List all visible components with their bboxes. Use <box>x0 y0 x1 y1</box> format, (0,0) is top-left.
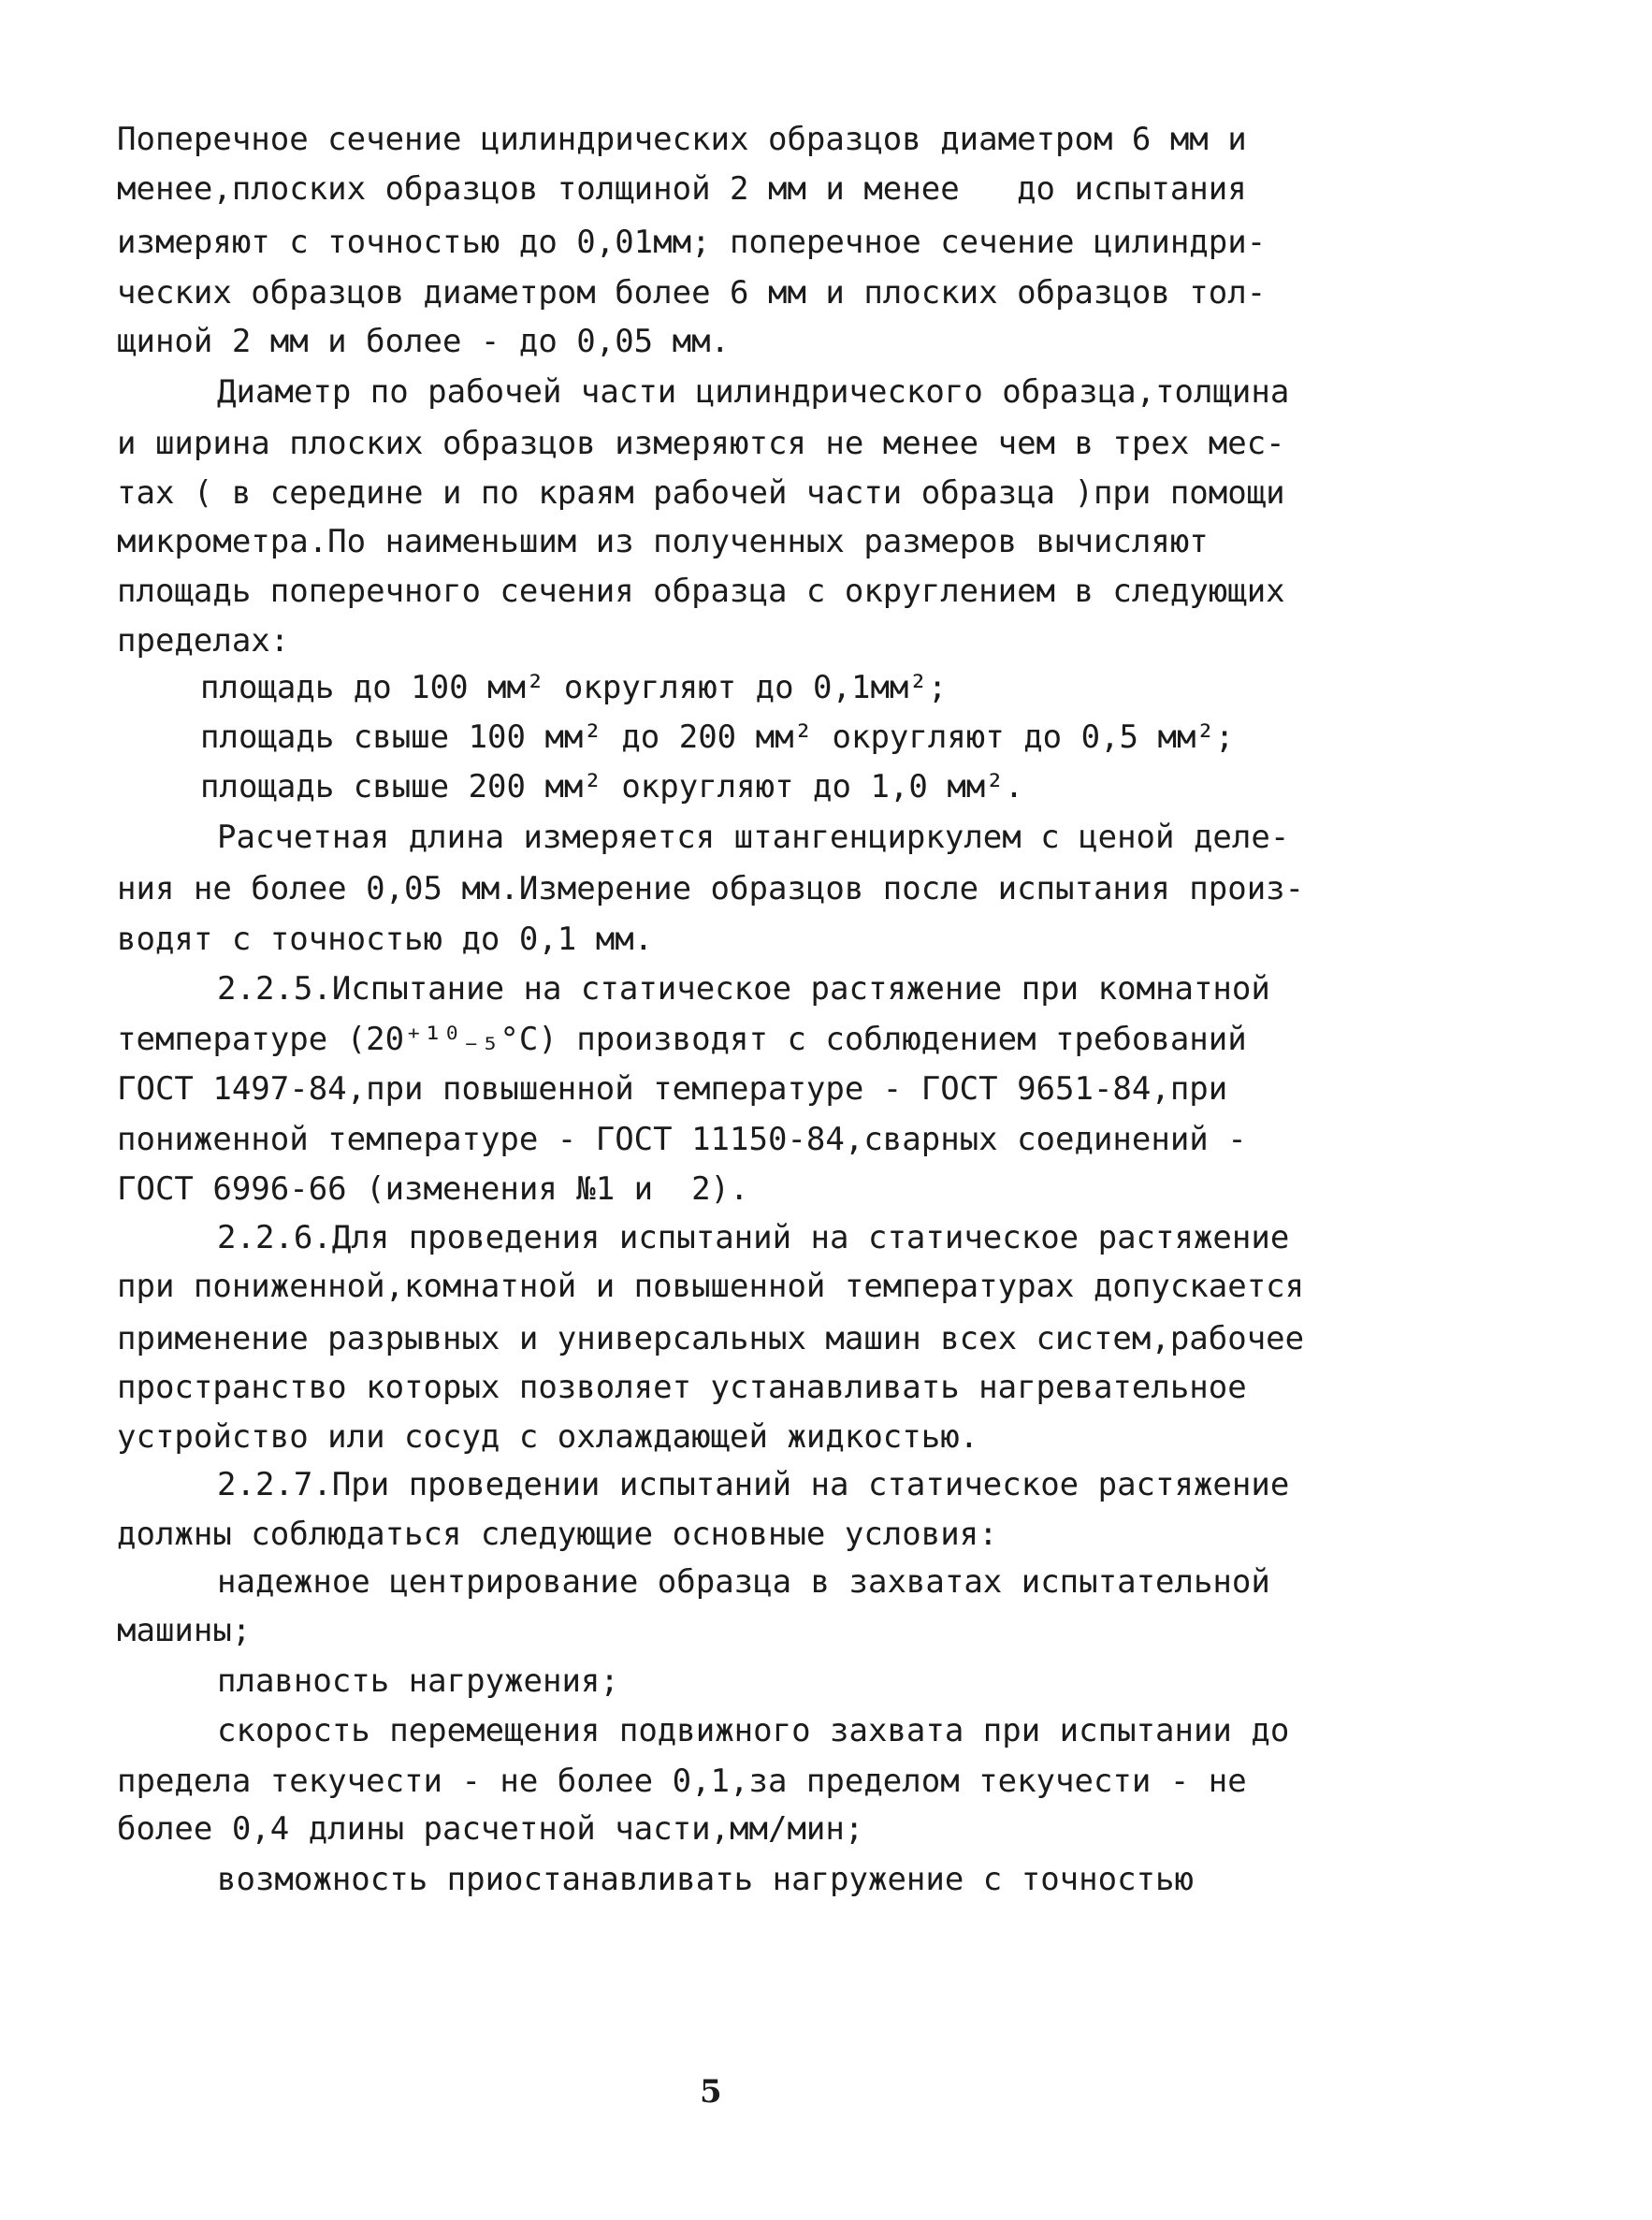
text-line: 2.2.5.Испытание на статическое растяжение при комнатной <box>217 970 1270 1008</box>
text-line: Поперечное сечение цилиндрических образцов диаметром 6 мм и <box>117 121 1247 158</box>
text-line: применение разрывных и универсальных машин всех систем,рабочее <box>117 1320 1305 1357</box>
text-line: измеряют с точностью до 0,01мм; поперечное сечение цилиндри- <box>117 224 1267 261</box>
text-line: ния не более 0,05 мм.Измерение образцов после испытания произ- <box>117 870 1305 907</box>
text-line: скорость перемещения подвижного захвата при испытании до <box>217 1712 1290 1749</box>
text-line: площадь свыше 100 мм² до 200 мм² округляют до 0,5 мм²; <box>200 718 1235 756</box>
text-line: ческих образцов диаметром более 6 мм и плоских образцов тол- <box>117 274 1267 312</box>
text-line: микрометра.По наименьшим из полученных размеров вычисляют <box>117 523 1209 560</box>
text-line: 2.2.6.Для проведения испытаний на статическое растяжение <box>217 1219 1290 1256</box>
text-line: должны соблюдаться следующие основные условия: <box>117 1516 998 1553</box>
text-line: 2.2.7.При проведении испытаний на статическое растяжение <box>217 1466 1290 1503</box>
text-line: тах ( в середине и по краям рабочей части образца )при помощи <box>117 474 1285 512</box>
text-line: и ширина плоских образцов измеряются не менее чем в трех мес- <box>117 425 1285 462</box>
text-line: пониженной температуре - ГОСТ 11150-84,сварных соединений - <box>117 1121 1247 1158</box>
text-line: площадь поперечного сечения образца с округлением в следующих <box>117 573 1285 610</box>
text-line: машины; <box>117 1612 252 1649</box>
text-line: предела текучести - не более 0,1,за пределом текучести - не <box>117 1763 1247 1800</box>
text-line: Диаметр по рабочей части цилиндрического образца,толщина <box>217 373 1290 411</box>
text-line: пространство которых позволяет устанавливать нагревательное <box>117 1369 1247 1406</box>
text-line: более 0,4 длины расчетной части,мм/мин; <box>117 1810 864 1848</box>
text-line: Расчетная длина измеряется штангенциркулем с ценой деле- <box>217 819 1290 856</box>
page-number: 5 <box>700 2073 722 2111</box>
text-line: ГОСТ 6996-66 (изменения №1 и 2). <box>117 1170 749 1208</box>
text-line: щиной 2 мм и более - до 0,05 мм. <box>117 323 731 360</box>
text-line: ГОСТ 1497-84,при повышенной температуре - ГОСТ 9651-84,при <box>117 1070 1228 1108</box>
text-line: площадь свыше 200 мм² округляют до 1,0 мм². <box>200 768 1024 805</box>
text-line: при пониженной,комнатной и повышенной температурах допускается <box>117 1268 1305 1305</box>
text-line: температуре (20⁺¹⁰₋₅°C) производят с соблюдением требований <box>117 1021 1247 1058</box>
text-line: менее,плоских образцов толщиной 2 мм и менее до испытания <box>117 170 1247 208</box>
text-line: водят с точностью до 0,1 мм. <box>117 921 654 958</box>
text-line: устройство или сосуд с охлаждающей жидкостью. <box>117 1418 979 1456</box>
text-line: надежное центрирование образца в захватах испытательной <box>217 1563 1270 1601</box>
text-line: площадь до 100 мм² округляют до 0,1мм²; <box>200 669 948 706</box>
text-line: пределах: <box>117 622 290 660</box>
text-line: плавность нагружения; <box>217 1662 619 1700</box>
text-line: возможность приостанавливать нагружение с точностью <box>217 1861 1194 1898</box>
